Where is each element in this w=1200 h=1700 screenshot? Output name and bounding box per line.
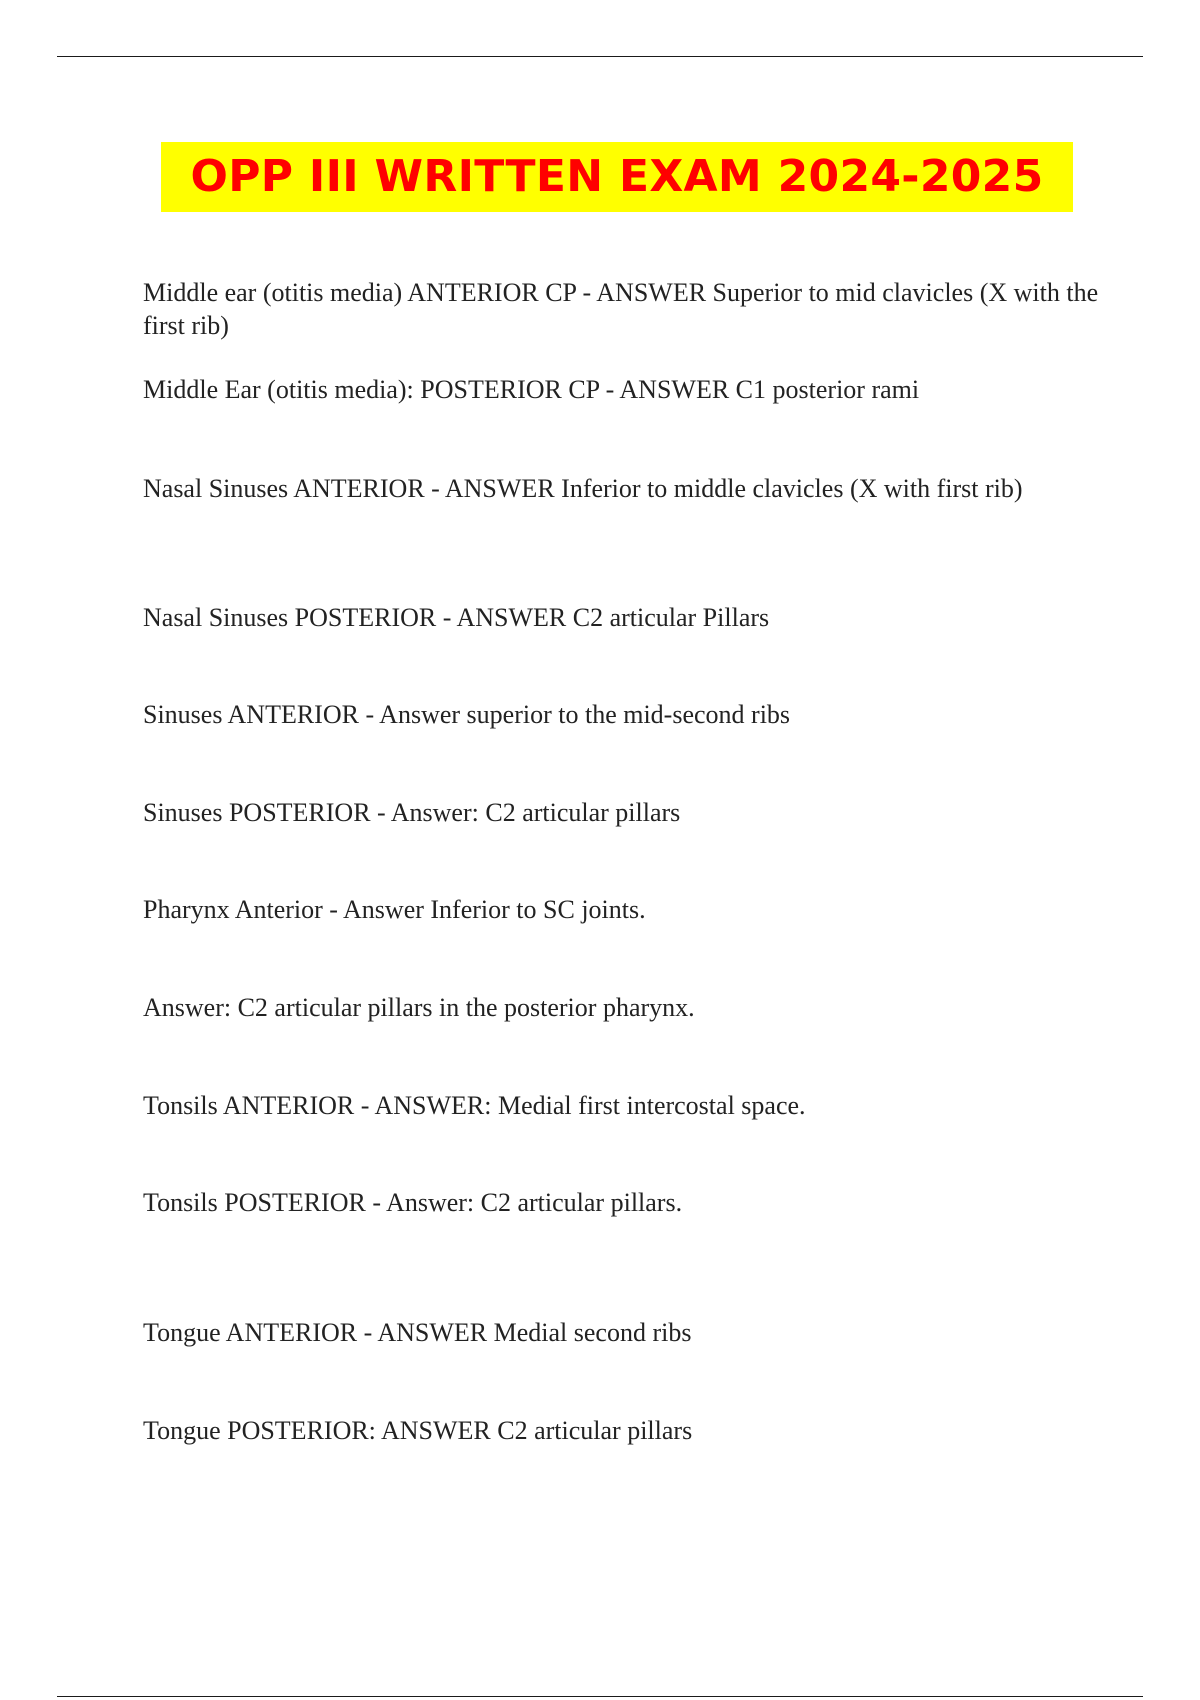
qa-entry-10: Tonsils POSTERIOR - Answer: C2 articular pillars. (143, 1188, 683, 1217)
qa-entry-1: Middle ear (otitis media) ANTERIOR CP - ANSWER Superior to mid clavicles (X with the first rib) (143, 278, 1099, 340)
qa-entry-3: Nasal Sinuses ANTERIOR - ANSWER Inferior to middle clavicles (X with first rib) (143, 474, 1023, 503)
page-title: OPP III WRITTEN EXAM 2024-2025 (161, 142, 1073, 212)
qa-entry-11: Tongue ANTERIOR - ANSWER Medial second ribs (143, 1318, 692, 1347)
qa-entry-8: Answer: C2 articular pillars in the posterior pharynx. (143, 993, 695, 1022)
top-rule (57, 56, 1143, 57)
qa-entry-6: Sinuses POSTERIOR - Answer: C2 articular pillars (143, 798, 681, 827)
qa-entry-9: Tonsils ANTERIOR - ANSWER: Medial first intercostal space. (143, 1091, 806, 1120)
qa-entry-12: Tongue POSTERIOR: ANSWER C2 articular pillars (143, 1416, 693, 1445)
qa-entry-7: Pharynx Anterior - Answer Inferior to SC joints. (143, 895, 646, 924)
bottom-rule (57, 1696, 1143, 1697)
qa-entry-2: Middle Ear (otitis media): POSTERIOR CP - ANSWER C1 posterior rami (143, 375, 920, 404)
qa-entry-5: Sinuses ANTERIOR - Answer superior to the mid-second ribs (143, 700, 791, 729)
qa-entry-4: Nasal Sinuses POSTERIOR - ANSWER C2 articular Pillars (143, 603, 770, 632)
